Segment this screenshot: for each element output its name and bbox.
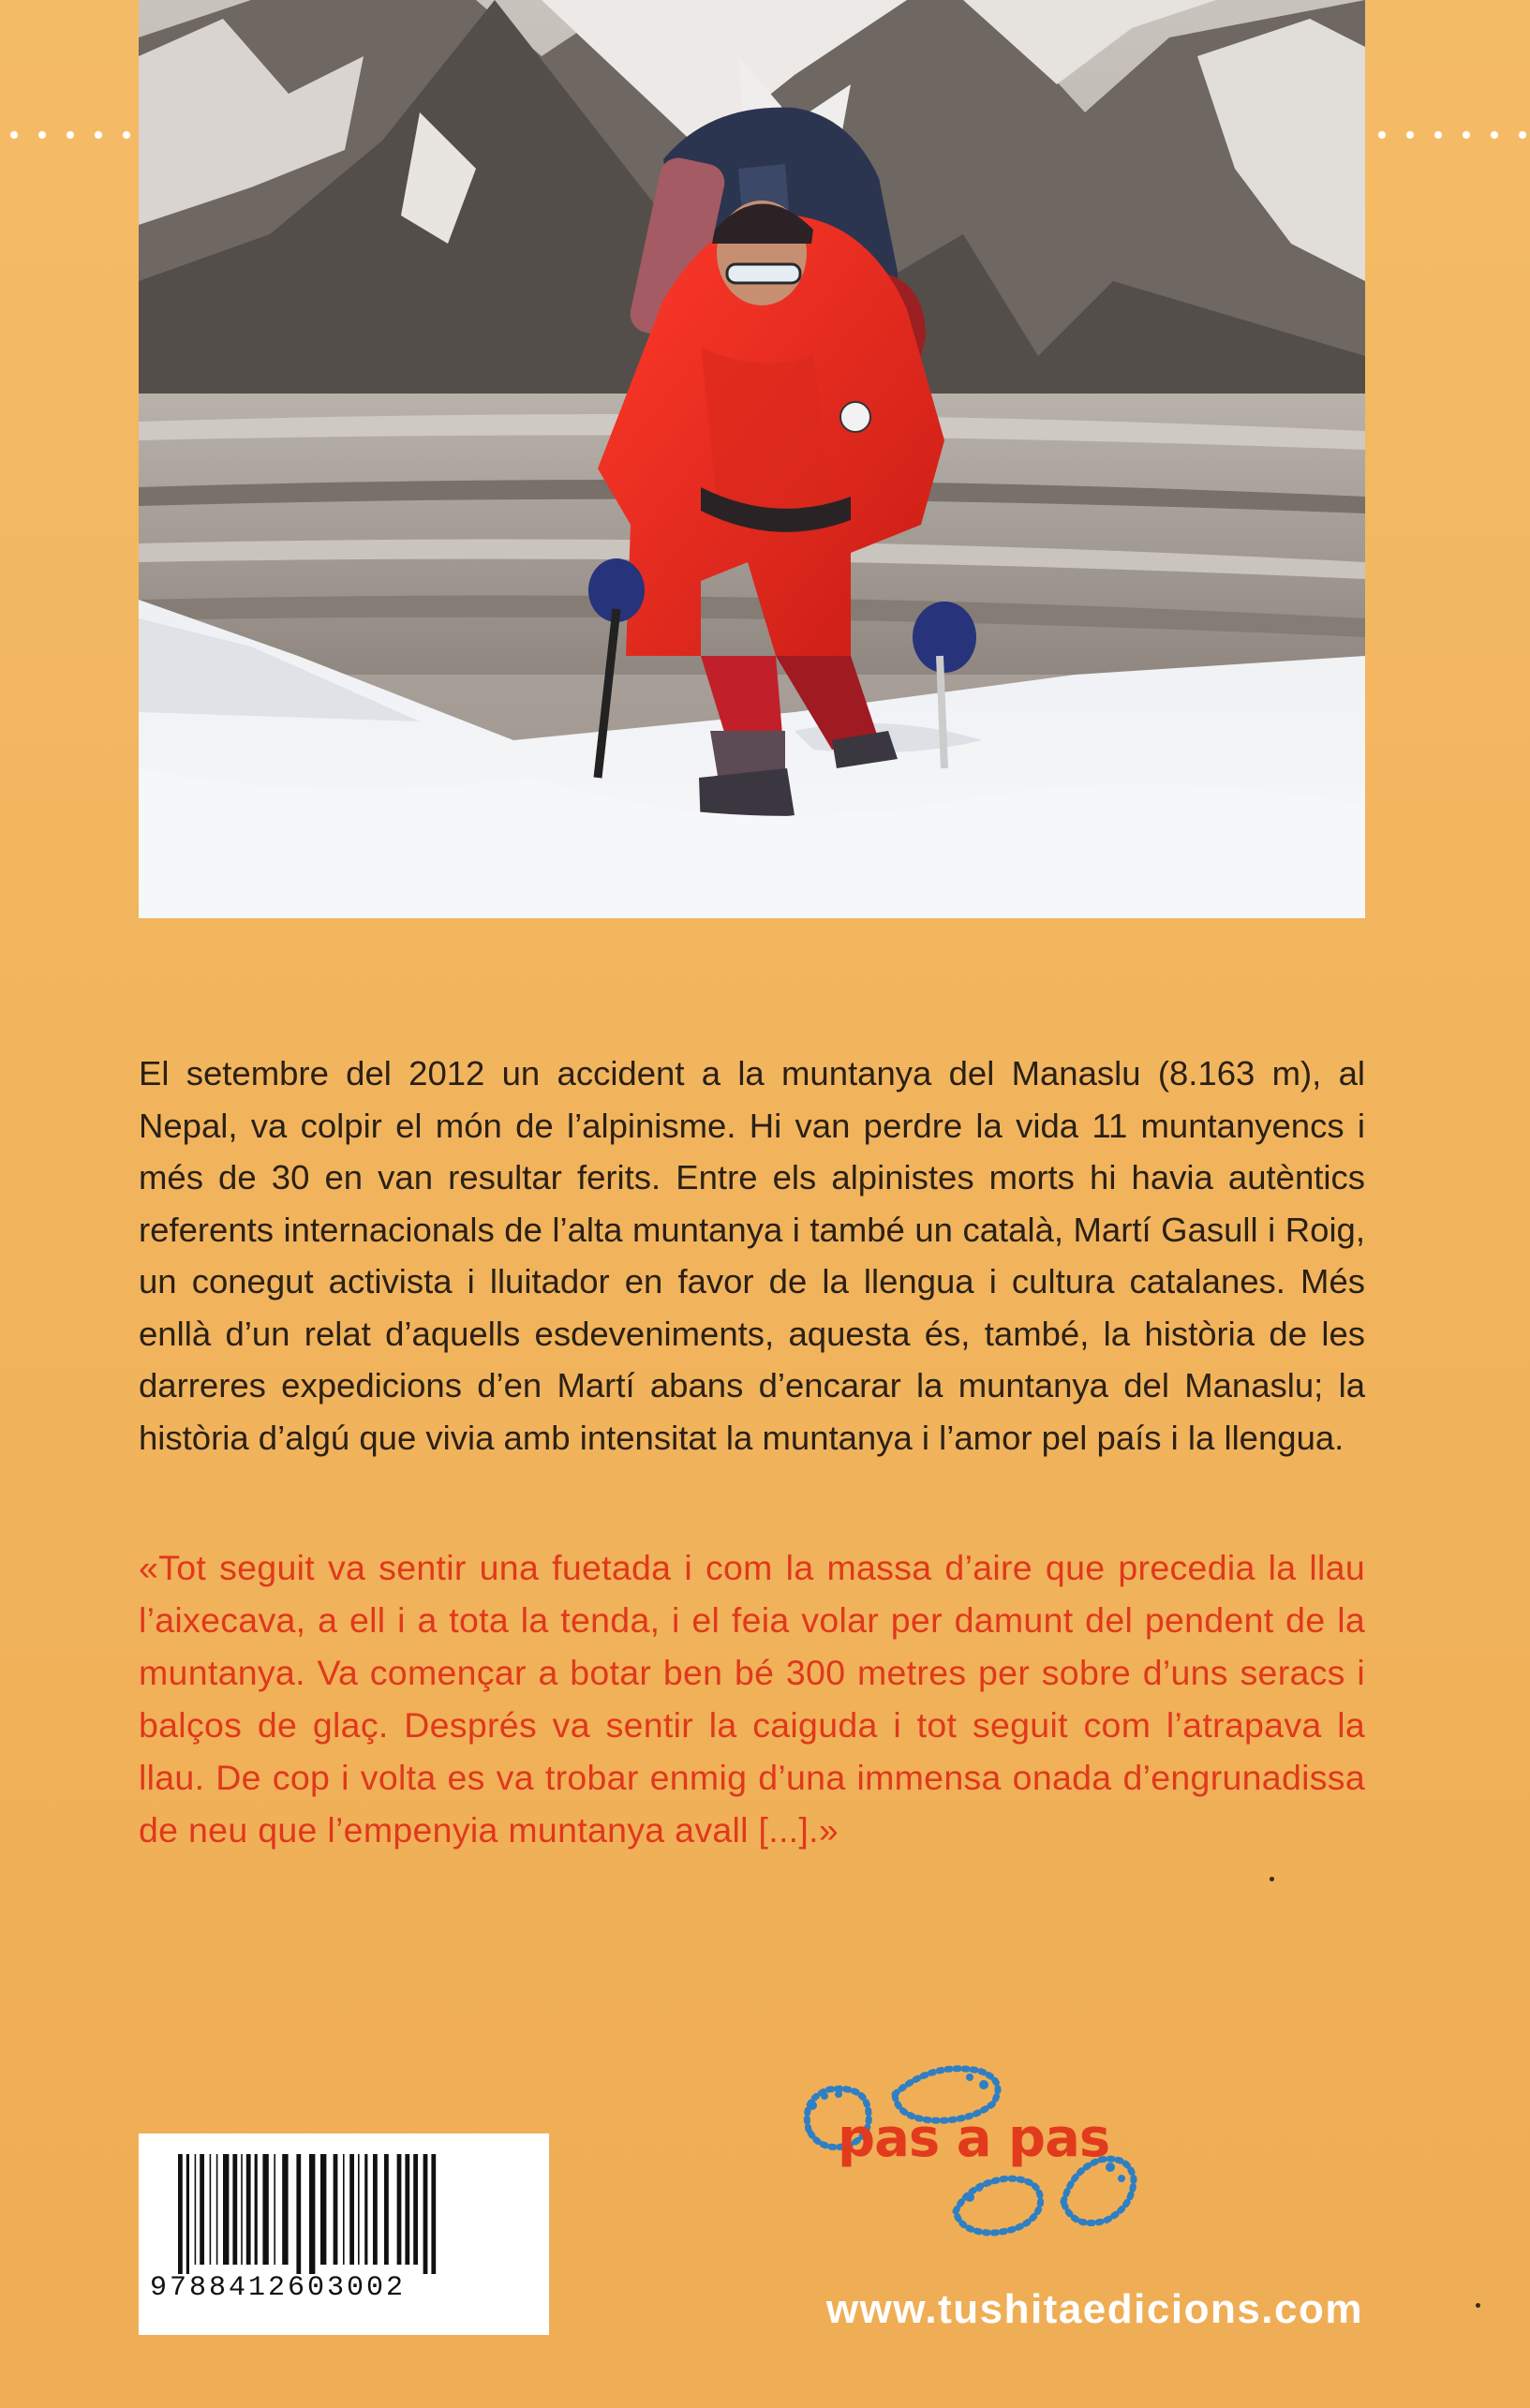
barcode-bar — [178, 2154, 183, 2274]
barcode-bar — [282, 2154, 288, 2265]
barcode-bar — [262, 2154, 268, 2265]
publisher-website[interactable]: www.tushitaedicions.com — [825, 2286, 1363, 2332]
barcode-bar — [195, 2154, 197, 2265]
barcode-bar — [423, 2154, 428, 2274]
barcode-bar — [373, 2154, 378, 2265]
barcode-bar — [210, 2154, 212, 2265]
barcode-bar — [223, 2154, 229, 2265]
print-speck — [1476, 2303, 1480, 2308]
barcode-bar — [364, 2154, 367, 2265]
climber-photo — [139, 0, 1365, 918]
barcode-bar — [405, 2154, 409, 2265]
isbn-barcode — [139, 2133, 549, 2335]
description-paragraph: El setembre del 2012 un accident a la muntanya del Manaslu (8.163 m), al Nepal, va colpir el món de l’alpinisme. Hi van perdre la vida 11 muntanyencs i més de 30 en van resultar ferits. Entre els alpinistes morts hi havia autèntics referents internacionals de l’alta muntanya i també un català, Martí Gasull i Roig, un conegut activista i lluitador en favor de la llengua i cultura catalanes. Més enllà d’un relat d’aquells esdeveniments, aquesta és, també, la història de les darreres expedicions d’en Martí abans d’encarar la muntanya del Manaslu; la història d’algú que vivia amb intensitat la muntanya i l’amor pel país i la llengua. — [139, 1054, 1365, 1457]
barcode-bar — [216, 2154, 218, 2265]
barcode-bar — [413, 2154, 418, 2265]
barcode-bars — [139, 2133, 549, 2335]
decorative-dots-right — [1368, 128, 1527, 141]
barcode-bar — [309, 2154, 315, 2274]
barcode-bar — [334, 2154, 338, 2265]
barcode-bar — [431, 2154, 436, 2274]
barcode-bar — [255, 2154, 258, 2265]
barcode-bar — [296, 2154, 301, 2274]
barcode-bar — [358, 2154, 360, 2265]
barcode-bar — [349, 2154, 354, 2265]
barcode-bar — [274, 2154, 275, 2265]
excerpt-quote: «Tot seguit va sentir una fuetada i com la massa d’aire que precedia la llau l’aixecava, a ell i a tota la tenda, i el feia volar per damunt del pendent de la muntanya. Va començar a botar ben bé 300 metres per sobre d’uns seracs i balços de glaç. Després va sentir la caiguda i tot seguit com l’atrapava la llau. De cop i volta es va trobar enmig d’una immensa onada d’engrunadissa de neu que l’empenyia muntanya avall [...].» — [139, 1548, 1365, 1850]
barcode-bar — [186, 2154, 189, 2274]
isbn-number: 9788412603002 — [150, 2272, 407, 2304]
barcode-bar — [343, 2154, 345, 2265]
barcode-bar — [320, 2154, 326, 2265]
barcode-bar — [241, 2154, 243, 2265]
barcode-bar — [397, 2154, 402, 2265]
barcode-bar — [384, 2154, 389, 2265]
print-speck — [1270, 1877, 1274, 1881]
series-logo-text: pas a pas — [838, 2108, 1110, 2169]
barcode-bar — [246, 2154, 251, 2265]
decorative-dots-left — [0, 128, 131, 141]
barcode-bar — [232, 2154, 237, 2265]
barcode-bar — [200, 2154, 204, 2265]
